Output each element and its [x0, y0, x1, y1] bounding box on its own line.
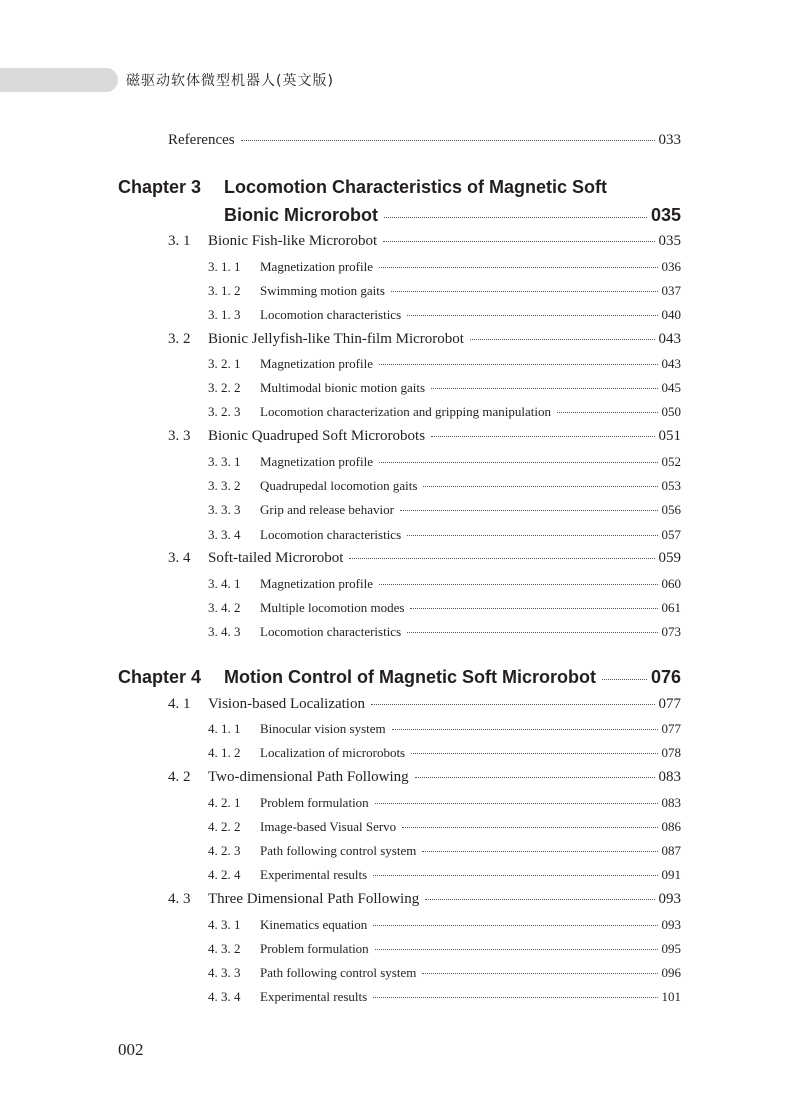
dot-leader [422, 973, 657, 974]
entry-number: 3. 3. 2 [208, 477, 241, 493]
entry-number: 4. 2. 3 [208, 842, 241, 858]
toc-entry-sub[interactable] [208, 989, 681, 1005]
entry-title: Magnetization profile [260, 355, 373, 371]
entry-page: 083 [658, 768, 681, 785]
entry-page: 086 [661, 818, 681, 834]
dot-leader [373, 997, 657, 998]
dot-leader [383, 241, 654, 242]
entry-title: Magnetization profile [260, 453, 373, 469]
entry-page: 087 [661, 842, 681, 858]
entry-title: Motion Control of Magnetic Soft Microrobot [224, 666, 596, 687]
toc-entry-sec[interactable] [168, 550, 681, 567]
dot-leader [375, 949, 658, 950]
entry-number: 3. 4 [168, 549, 191, 566]
entry-number: 3. 4. 2 [208, 599, 241, 615]
entry-number: 3. 3 [168, 427, 191, 444]
dot-leader [411, 753, 657, 754]
entry-number: Chapter 4 [118, 666, 202, 687]
toc-entry-sub[interactable] [208, 454, 681, 470]
entry-number: 4. 3. 1 [208, 916, 241, 932]
dot-leader [410, 608, 657, 609]
entry-number: 4. 1 [168, 695, 191, 712]
entry-page: 035 [658, 232, 681, 249]
entry-number: 3. 2. 3 [208, 403, 241, 419]
toc-entry-sub[interactable] [208, 867, 681, 883]
header-bar [0, 68, 118, 92]
toc-entry-sub[interactable] [208, 721, 681, 737]
entry-page: 091 [661, 866, 681, 882]
entry-number: 3. 3. 3 [208, 501, 241, 517]
entry-number: 3. 2. 1 [208, 355, 241, 371]
entry-number: 4. 3. 2 [208, 940, 241, 956]
dot-leader [431, 436, 654, 437]
dot-leader [391, 291, 658, 292]
toc-entry-sub[interactable] [208, 307, 681, 323]
entry-title: Bionic Microrobot [224, 204, 378, 225]
entry-number: 4. 2. 1 [208, 794, 241, 810]
entry-number: 3. 2. 2 [208, 379, 241, 395]
toc-entry-sub[interactable] [208, 283, 681, 299]
entry-title: Magnetization profile [260, 258, 373, 274]
entry-title: Two-dimensional Path Following [208, 768, 409, 785]
dot-leader [241, 140, 655, 141]
entry-page: 040 [661, 306, 681, 322]
entry-number: 3. 3. 1 [208, 453, 241, 469]
toc-entry-sec[interactable] [168, 331, 681, 348]
dot-leader [400, 510, 658, 511]
dot-leader [407, 315, 657, 316]
entry-page: 035 [650, 204, 681, 225]
entry-title: Kinematics equation [260, 916, 368, 932]
toc-entry-sub[interactable] [208, 965, 681, 981]
entry-number: 3. 4. 1 [208, 575, 241, 591]
entry-page: 078 [661, 744, 681, 760]
entry-title: Swimming motion gaits [260, 282, 385, 298]
dot-leader [371, 704, 655, 705]
entry-title: Locomotion characteristics [260, 526, 402, 542]
dot-leader [425, 899, 654, 900]
toc-entry-sub[interactable] [208, 478, 681, 494]
entry-page: 101 [661, 988, 681, 1004]
entry-title: Locomotion Characteristics of Magnetic Soft [224, 176, 608, 197]
entry-number: 3. 1. 1 [208, 258, 241, 274]
dot-leader [375, 803, 658, 804]
dot-leader [373, 875, 657, 876]
entry-title: Bionic Fish-like Microrobot [208, 232, 378, 249]
entry-page: 037 [661, 282, 681, 298]
entry-number: Chapter 3 [118, 176, 202, 197]
toc-entry-sub[interactable] [208, 600, 681, 616]
entry-title: Path following control system [260, 964, 417, 980]
entry-title: Bionic Jellyfish-like Thin-film Microrobot [208, 330, 464, 347]
entry-page: 096 [661, 964, 681, 980]
entry-title: Binocular vision system [260, 720, 386, 736]
dot-leader [379, 364, 658, 365]
entry-number: 3. 4. 3 [208, 623, 241, 639]
entry-number: 4. 2. 2 [208, 818, 241, 834]
dot-leader [373, 925, 657, 926]
entry-number: 3. 1. 2 [208, 282, 241, 298]
toc-entry-sub[interactable] [208, 527, 681, 543]
entry-title: Quadrupedal locomotion gaits [260, 477, 418, 493]
entry-number: 3. 1. 3 [208, 306, 241, 322]
toc-entry-sec[interactable] [168, 769, 681, 786]
entry-title: Localization of microrobots [260, 744, 406, 760]
dot-leader [379, 584, 658, 585]
entry-number: 4. 2. 4 [208, 866, 241, 882]
dot-leader [470, 339, 655, 340]
entry-number: 4. 3. 3 [208, 964, 241, 980]
entry-page: 052 [661, 453, 681, 469]
entry-title: Locomotion characteristics [260, 623, 402, 639]
toc-entry-sub[interactable] [208, 576, 681, 592]
entry-page: 077 [661, 720, 681, 736]
entry-page: 093 [661, 916, 681, 932]
entry-title: References [168, 131, 235, 148]
entry-title: Locomotion characteristics [260, 306, 402, 322]
toc-entry-sub[interactable] [208, 917, 681, 933]
entry-page: 083 [661, 794, 681, 810]
toc-entry-sub[interactable] [208, 624, 681, 640]
entry-page: 053 [661, 477, 681, 493]
entry-number: 4. 3. 4 [208, 988, 241, 1004]
toc-entry-sub[interactable] [208, 941, 681, 957]
toc-entry-sub[interactable] [208, 356, 681, 372]
toc-entry-sub[interactable] [208, 795, 681, 811]
running-header-title: 磁驱动软体微型机器人(英文版) [126, 73, 334, 89]
entry-title: Problem formulation [260, 794, 369, 810]
dot-leader [349, 558, 654, 559]
entry-title: Experimental results [260, 866, 368, 882]
toc-entry-sub[interactable] [208, 819, 681, 835]
entry-page: 057 [661, 526, 681, 542]
toc-entry-sec[interactable] [168, 428, 681, 445]
entry-page: 036 [661, 258, 681, 274]
entry-title: Experimental results [260, 988, 368, 1004]
entry-number: 3. 1 [168, 232, 191, 249]
entry-title: Vision-based Localization [208, 695, 365, 712]
dot-leader [379, 267, 658, 268]
entry-title: Locomotion characterization and gripping manipulation [260, 403, 551, 419]
entry-title: Bionic Quadruped Soft Microrobots [208, 427, 426, 444]
dot-leader [392, 729, 658, 730]
dot-leader [402, 827, 657, 828]
entry-number: 4. 1. 1 [208, 720, 241, 736]
entry-page: 056 [661, 501, 681, 517]
toc-entry-chap[interactable] [118, 177, 607, 198]
dot-leader [431, 388, 657, 389]
entry-page: 059 [658, 549, 681, 566]
entry-title: Three Dimensional Path Following [208, 890, 420, 907]
entry-page: 033 [658, 131, 681, 148]
entry-page: 045 [661, 379, 681, 395]
toc-entry-sub[interactable] [208, 380, 681, 396]
entry-page: 050 [661, 403, 681, 419]
entry-page: 076 [650, 666, 681, 687]
dot-leader [407, 632, 657, 633]
page-number: 002 [118, 1040, 144, 1059]
dot-leader [384, 217, 647, 218]
toc-entry-chap2[interactable] [224, 205, 681, 226]
entry-page: 043 [658, 330, 681, 347]
toc-entry-chap[interactable] [118, 667, 681, 688]
entry-title: Problem formulation [260, 940, 369, 956]
entry-number: 3. 3. 4 [208, 526, 241, 542]
toc-entry-sub[interactable] [208, 259, 681, 275]
entry-title: Path following control system [260, 842, 417, 858]
entry-title: Multimodal bionic motion gaits [260, 379, 426, 395]
toc-entry-sec[interactable] [168, 891, 681, 908]
entry-number: 4. 3 [168, 890, 191, 907]
entry-page: 095 [661, 940, 681, 956]
entry-page: 051 [658, 427, 681, 444]
dot-leader [422, 851, 657, 852]
toc-entry-sub[interactable] [208, 404, 681, 420]
entry-title: Multiple locomotion modes [260, 599, 405, 615]
entry-page: 093 [658, 890, 681, 907]
entry-number: 4. 1. 2 [208, 744, 241, 760]
toc-entry-sec[interactable] [168, 233, 681, 250]
dot-leader [379, 462, 658, 463]
toc-entry-sub[interactable] [208, 745, 681, 761]
dot-leader [557, 412, 658, 413]
entry-page: 043 [661, 355, 681, 371]
entry-title: Soft-tailed Microrobot [208, 549, 344, 566]
toc-entry-ref[interactable] [168, 132, 681, 149]
entry-title: Image-based Visual Servo [260, 818, 397, 834]
dot-leader [407, 535, 657, 536]
entry-page: 077 [658, 695, 681, 712]
dot-leader [423, 486, 657, 487]
entry-number: 4. 2 [168, 768, 191, 785]
entry-title: Magnetization profile [260, 575, 373, 591]
toc-entry-sec[interactable] [168, 696, 681, 713]
entry-page: 061 [661, 599, 681, 615]
dot-leader [415, 777, 655, 778]
toc-entry-sub[interactable] [208, 502, 681, 518]
entry-number: 3. 2 [168, 330, 191, 347]
entry-title: Grip and release behavior [260, 501, 394, 517]
entry-page: 073 [661, 623, 681, 639]
toc-entry-sub[interactable] [208, 843, 681, 859]
dot-leader [602, 679, 647, 680]
entry-page: 060 [661, 575, 681, 591]
